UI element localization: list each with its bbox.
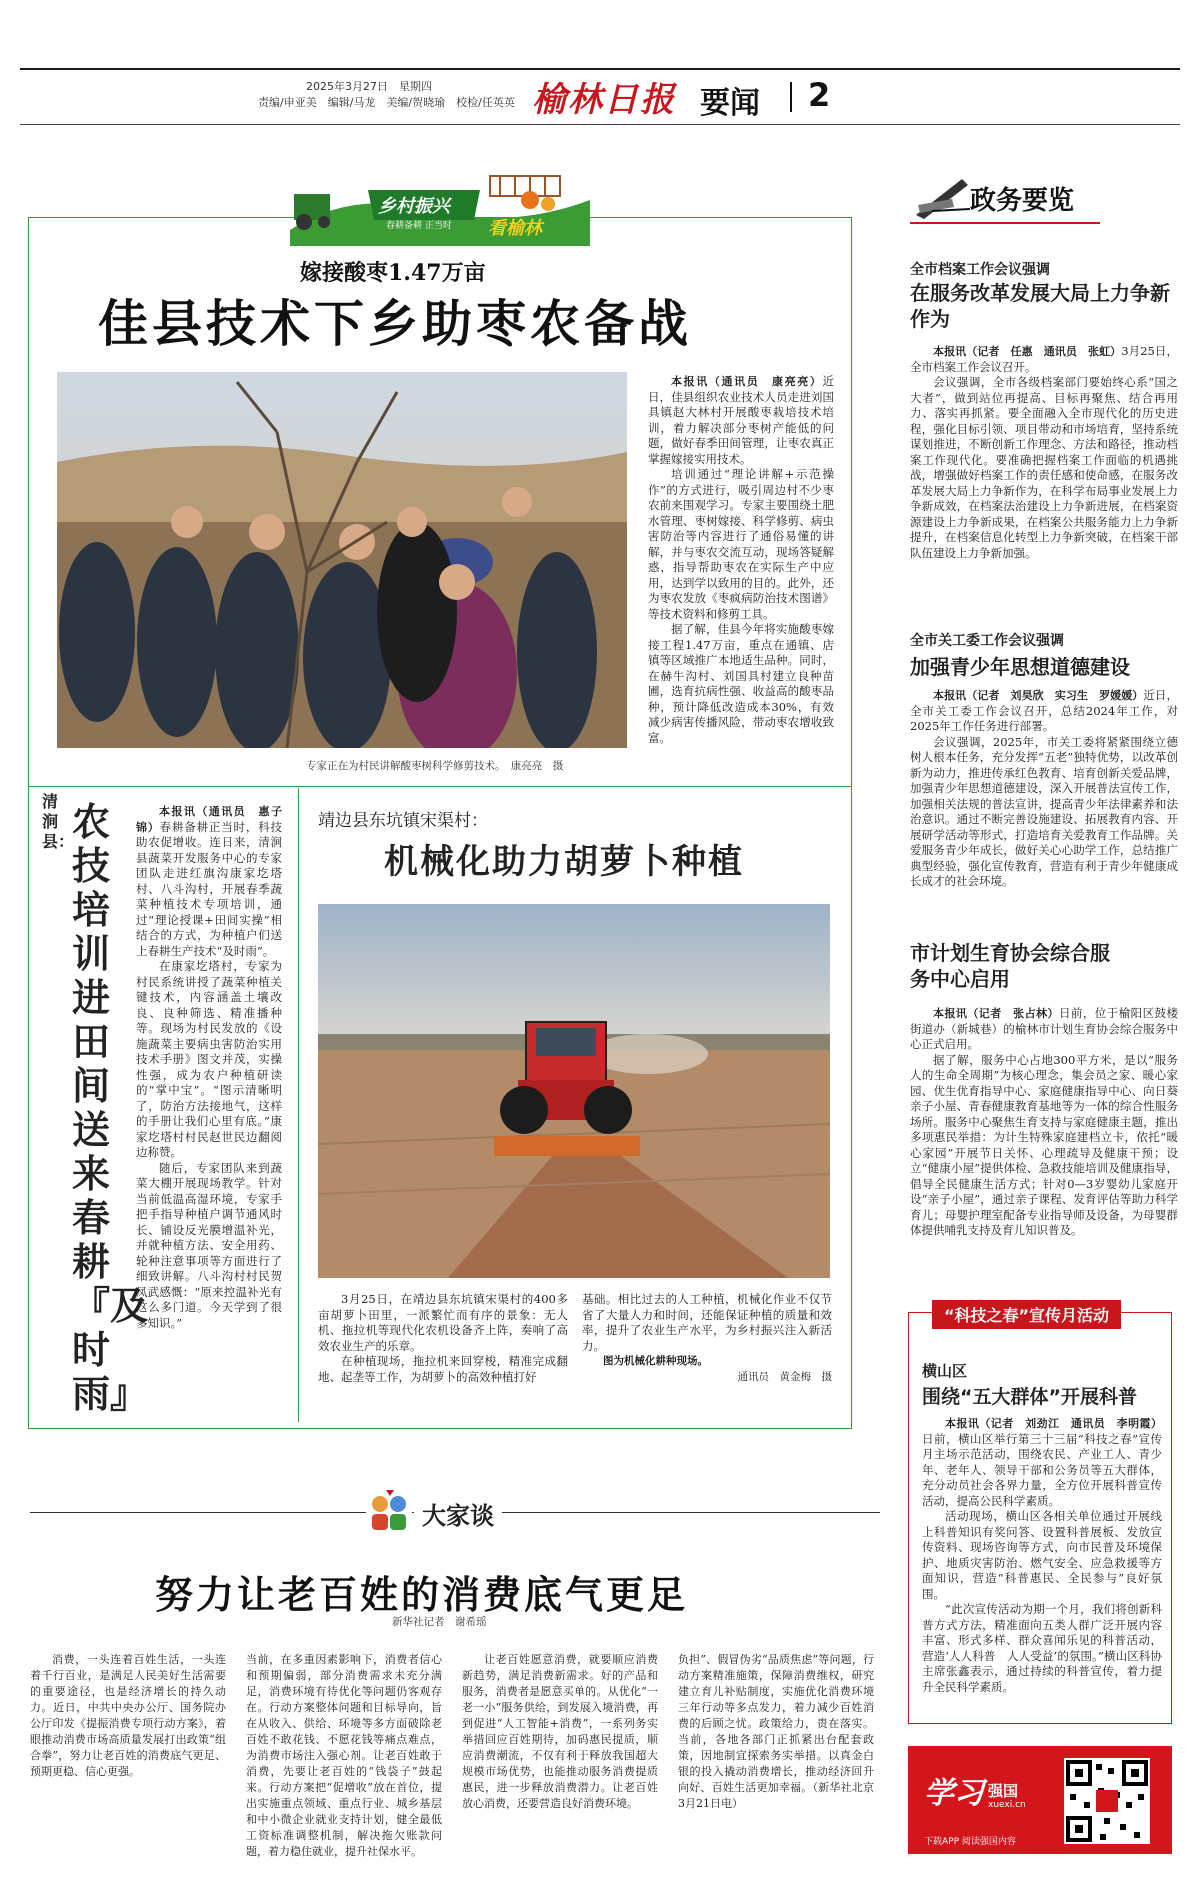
zw2-para-2: 会议强调，2025年，市关工委将紧紧围绕立德树人根本任务，充分发挥“五老”独特优势，以改革创新为动力，推进传承红色教育、培育创新关爱品牌，加强青少年思想道德建设，深入开展普法宣传工作，加强相关法规的普法宣讲，提高青少年法律素养和法治意识。通过不断完善设施建设、拓展教育内容、开展研学活动等形式，打造培育关爱教育工作品牌。关爱服务青少年成长，做好关心心助学工作，总结推广典型经验，强化宣传教育，营造有利于青少年健康成长成才的社会环境。	[910, 734, 1178, 888]
dajiatan-col3-text: 让老百姓愿意消费，就要顺应消费新趋势，满足消费新需求。好的产品和服务，消费者是愿意买单的。从优化“一老一小”服务供给，到发展入境消费，再到促进“人工智能+消费”，一系列务实举措回应百姓期待，加码惠民提质，顺应消费潮流，不仅有利于释放我国超大规模市场优势，也能推动服务消费提质惠民，进一步释放消费潜力。让老百姓放心消费，还要营造良好消费环境。	[462, 1653, 658, 1810]
dajiatan-col-1	[30, 1652, 226, 1780]
jingbian-body-col2	[582, 1292, 832, 1385]
dajiatan-col-3	[462, 1652, 658, 1812]
zw3-headline: 市计划生育协会综合服务中心启用	[910, 941, 1110, 991]
header-divider	[790, 82, 792, 112]
zw3-para-1: 日前，位于榆阳区鼓楼街道办（新城巷）的榆林市计划生育协会综合服务中心正式启用。	[910, 1006, 1179, 1051]
zhengwu-banner	[970, 180, 1074, 217]
qingjian-divider	[298, 788, 299, 1422]
dajiatan-banner: 大家谈	[414, 1496, 502, 1531]
banner-sub-text: 看榆林	[488, 218, 542, 239]
kepu-banner: “科技之春”宣传月活动	[932, 1300, 1121, 1329]
jingbian-kicker: 靖边县东坑镇宋渠村：	[318, 811, 488, 831]
zhengwu-banner-rule	[910, 222, 1100, 224]
zw1-byline: 本报讯（记者 任惠 通讯员 张虹）	[933, 345, 1122, 358]
zw1-headline: 在服务改革发展大局上力争新作为	[910, 281, 1170, 331]
xuexi-site: xuexi.cn	[988, 1800, 1026, 1810]
lead-photo-caption	[306, 758, 563, 773]
jujube-grafting-photo	[57, 372, 627, 748]
jingbian-para-3: 基础。相比过去的人工种植，机械化作业不仅节省了大量人力和时间，还能保证种植的质量和效率，提升了农业生产水平，为乡村振兴注入新活力。	[582, 1292, 832, 1353]
qingjian-paragraph	[136, 804, 282, 959]
lead-para-2: 培训通过“理论讲解+示范操作”的方式进行，吸引周边村不少枣农前来围观学习。专家主要围绕土肥水管理、枣树嫁接、科学修剪、病虫害防治等内容进行了通俗易懂的讲解，并与枣农交流互动，现场答疑解惑，指导帮助枣农在实际生产中应用，达到学以致用的目的。此外，还为枣农发放《枣疯病防治技术图谱》等技术资料和修剪工具。	[648, 467, 834, 621]
dajiatan-col2-text: 当前，在多重因素影响下，消费者信心和预期偏弱，部分消费需求未充分满足，消费环境有待优化等问题仍客观存在。行动方案整体问题和目标导向，旨在从收入、供给、环境等多方面破除老百姓不敢花钱、不愿花钱等痛点难点，为消费市场注入强心剂。让老百姓敢于消费，先要让老百姓的“钱袋子”鼓起来。行动方案把“促增收”放在首位，提出实施重点领域、重点行业、城乡基层和中小微企业就业支持计划，健全最低工资标准调整机制，解决拖欠账款问题，着力稳住就业，提升社保水平。	[246, 1653, 442, 1858]
header-top-rule	[20, 68, 1180, 70]
lead-kicker: 嫁接酸枣1.47万亩	[300, 260, 486, 286]
zw1-paragraph	[910, 344, 1178, 375]
zw3-body	[910, 1006, 1178, 1239]
lead-caption-credit: 康亮亮 摄	[510, 760, 564, 772]
zw2-para-1: 近日，全市关工委工作会议召开，总结2024年工作，对2025年工作任务进行部署。	[910, 688, 1179, 733]
lead-caption-text: 专家正在为村民讲解酸枣树科学修剪技术。	[306, 760, 501, 772]
lead-body	[648, 374, 834, 746]
qingjian-place: 清涧县：	[42, 792, 75, 851]
dajiatan-col-2	[246, 1652, 442, 1860]
lead-byline: 本报讯（通讯员 康亮亮）	[671, 375, 823, 388]
tractor-field-photo	[318, 904, 830, 1278]
lead-headline: 佳县技术下乡助枣农备战	[98, 295, 692, 353]
jingbian-body-col1	[318, 1292, 568, 1385]
lead-separator	[28, 786, 852, 787]
lead-para-3: 据了解，佳县今年将实施酸枣嫁接工程1.47万亩，重点在通镇、店镇等区域推广本地适生品种。同时，在赫牛沟村、刘国具村建立良种苗圃，选育抗病性强、收益高的酸枣品种，预计降低改造成本30%，有效减少病害传播风险，带动枣农增收致富。	[648, 622, 834, 745]
qingjian-byline: 本报讯（通讯员 惠子锦）	[136, 805, 282, 834]
kepu-para-1: 日前，横山区举行第三十三届“科技之春”宣传月主场示范活动，围绕农民、产业工人、青少年、老年人、领导干部和公务员等五大群体，充分动员社会各界力量，全方位开展科普宣传活动，提高公民科学素质。	[922, 1431, 1162, 1508]
zw2-byline: 本报讯（记者 刘昊欣 实习生 罗媛媛）	[933, 689, 1144, 702]
xuexi-download: 下载APP 阅读强国内容	[924, 1837, 1016, 1847]
zw2-paragraph	[910, 688, 1178, 735]
zw1-body	[910, 344, 1178, 561]
editor-credits: 责编/申亚美 编辑/马龙 美编/贺晓瑜 校检/任英英	[258, 96, 515, 109]
zw1-para-2: 会议强调，全市各级档案部门要始终心系“国之大者”，做到站位再提高、目标再聚焦、结合再用力、落实再抓紧。要全面融入全市现代化的历史进程，强化目标引领、项目带动和市场培育，坚持系统谋划推进，不断创新工作理念、方法和路径，推动档案工作现代化。要准确把握档案工作面临的机遇挑战，增强做好档案工作的责任感和使命感，在服务改革发展大局上力争新作为，在科学布局事业发展上力争新成效，在档案法治建设上力争新进展，在档案资源建设上力争新成果，在档案公共服务能力上力争新提升，在档案信息化转型上力争新突破，在档案干部队伍建设上力争新加强。	[910, 375, 1178, 560]
qr-code-icon[interactable]	[1064, 1758, 1150, 1844]
dajiatan-headline: 努力让老百姓的消费底气更足	[155, 1572, 689, 1617]
zw1-para-1: 3月25日，全市档案工作会议召开。	[910, 344, 1179, 374]
newspaper-logo: 榆林日报	[532, 80, 676, 120]
zw2-headline: 加强青少年思想道德建设	[910, 655, 1130, 679]
header-bottom-rule	[20, 124, 1180, 125]
page-number: 2	[808, 76, 831, 114]
banner-main-text: 乡村振兴	[378, 196, 450, 217]
zw3-para-2: 据了解，服务中心占地300平方米，是以“服务人的生命全周期”为核心理念，集会员之家、暖心家园、优生优育指导中心、家庭健康指导中心、向日葵亲子小屋、青春健康教育基地等为一体的综合性服务场所。服务中心聚焦生育支持与家庭健康主题，推出多项惠民举措：为计生特殊家庭建档立卡，依托“暖心家园”开展节日关怀、心理疏导及健康干预；设立“健康小屋”提供体检、急救技能培训及健康指导，倡导全民健康生活方式；针对0—3岁婴幼儿家庭开设“亲子小屋”，通过亲子课程、发育评估等助力科学育儿；母婴护理室配备专业指导师及设备，为母婴群体提供哺乳支持及育儿知识普及。	[910, 1052, 1178, 1237]
rural-revitalization-banner	[290, 170, 590, 246]
issue-date: 2025年3月27日 星期四	[306, 80, 432, 93]
banner-small-text: 春耕备耕 正当时	[386, 221, 452, 231]
zhengwu-banner-text: 政务要览	[970, 186, 1075, 216]
xuexi-ad[interactable]	[908, 1746, 1172, 1854]
jingbian-para-1: 3月25日，在靖边县东坑镇宋渠村的400多亩胡萝卜田里，一派繁忙而有序的景象：无人机、拖拉机等现代化农机设备齐上阵，奏响了高效农业生产的乐章。	[318, 1292, 568, 1353]
section-name: 要闻	[700, 86, 760, 121]
kepu-para-2: 活动现场，横山区各相关单位通过开展线上科普知识有奖问答、设置科普展板、发放宣传资料、现场咨询等方式，向市民普及环境保护、地质灾害防治、燃气安全、应急救援等方面知识，营造“科普惠民、全民参与”良好氛围。	[922, 1509, 1162, 1601]
qingjian-para-3: 随后，专家团队来到蔬菜大棚开展现场教学。针对当前低温高湿环境，专家手把手指导种植户调节通风时长、铺设反光膜增温补光，并就种植方法、安全用药、轮种注意事项等方面进行了细致讲解。八斗沟村村民贺凤武感慨：“原来控温补光有这么多门道。今天学到了很多知识。”	[136, 1160, 282, 1330]
zw3-paragraph	[910, 1006, 1178, 1053]
dajiatan-col-4	[678, 1652, 874, 1812]
people-chat-icon	[366, 1488, 412, 1532]
jingbian-para-2: 在种植现场，拖拉机来回穿梭，精准完成翻地、起垄等工作，为胡萝卜的高效种植打好	[318, 1354, 568, 1384]
kepu-paragraph	[922, 1416, 1162, 1509]
xuexi-logo: 学习	[924, 1776, 984, 1811]
zw3-byline: 本报讯（记者 张占林）	[933, 1007, 1059, 1020]
zw2-kicker: 全市关工委工作会议强调	[910, 633, 1064, 649]
lead-paragraph	[648, 374, 834, 467]
kepu-headline: 围绕“五大群体”开展科普	[922, 1386, 1137, 1408]
qingjian-para-2: 在康家圪塔村，专家为村民系统讲授了蔬菜种植关键技术，内容涵盖土壤改良、良种筛选、精准播种等。现场为村民发放的《设施蔬菜主要病虫害防治实用技术手册》图文并茂，实操性强，成为农户种植研读的“掌中宝”。“图示清晰明了，防治方法接地气，这样的手册让我们心里有底。”康家圪塔村村民赵世民边翻阅边称赞。	[136, 959, 282, 1159]
jingbian-headline: 机械化助力胡萝卜种植	[384, 842, 744, 882]
kepu-body	[922, 1416, 1162, 1695]
zw1-kicker: 全市档案工作会议强调	[910, 262, 1050, 278]
quill-pen-icon	[912, 175, 972, 219]
jingbian-photo-credit: 通讯员 黄金梅 摄	[737, 1370, 832, 1383]
qingjian-body	[136, 804, 282, 1331]
zw2-body	[910, 688, 1178, 890]
xuexi-logo-sub: 强国	[988, 1782, 1019, 1800]
kepu-kicker: 横山区	[922, 1362, 968, 1380]
dajiatan-col4-text: 负担”、假冒伪劣“品质焦虑”等问题，行动方案精准施策，保障消费维权，研究建立育儿补贴制度，实施优化消费环境三年行动等多点发力，着力减少百姓消费的后顾之忧。政策给力，贵在落实。当前，各地各部门正抓紧出台配套政策，因地制宜探索务实举措。以真金白银的投入撬动消费增长，推动经济回升向好、百姓生活更加幸福。（新华社北京3月21日电）	[678, 1653, 874, 1810]
qingjian-para-1: 春耕备耕正当时，科技助农促增收。连日来，清涧县蔬菜开发服务中心的专家团队走进红旗沟康家圪塔村、八斗沟村，开展春季蔬菜种植技术专项培训，通过“理论授课+田间实操”相结合的方式，为种植户们送上春耕生产技术“及时雨”。	[136, 819, 283, 958]
jingbian-photo-caption: 图为机械化耕种现场。	[603, 1355, 708, 1367]
lead-para-1: 近日，佳县组织农业技术人员走进刘国具镇赵大林村开展酸枣栽培技术培训，着力解决部分枣树产能低的问题，做好春季田间管理，让枣农真正掌握嫁接实用技术。	[648, 374, 834, 466]
kepu-para-3: “此次宣传活动为期一个月，我们将创新科普方式方法，精准面向五类人群广泛开展内容丰富、形式多样、群众喜闻乐见的科普活动，营造‘人人科普 人人受益’的氛围。”横山区科协主席张鑫表示，通过持续的科普宣传，着力提升全民科学素质。	[922, 1602, 1162, 1694]
dajiatan-author: 新华社记者 谢希瑶	[392, 1616, 487, 1628]
kepu-byline: 本报讯（记者 刘劲江 通讯员 李明霞）	[945, 1417, 1162, 1430]
dajiatan-col1-text: 消费，一头连着百姓生活，一头连着千行百业，是满足人民美好生活需要的重要途径，也是经济增长的持久动力。近日，中共中央办公厅、国务院办公厅印发《提振消费专项行动方案》，着眼推动消费市场高质量发展打出政策“组合拳”，努力让老百姓的消费底气更足、预期更稳、信心更强。	[30, 1653, 226, 1778]
qingjian-headline: 农技培训进田间 送来春耕『及时雨』	[72, 800, 149, 1416]
